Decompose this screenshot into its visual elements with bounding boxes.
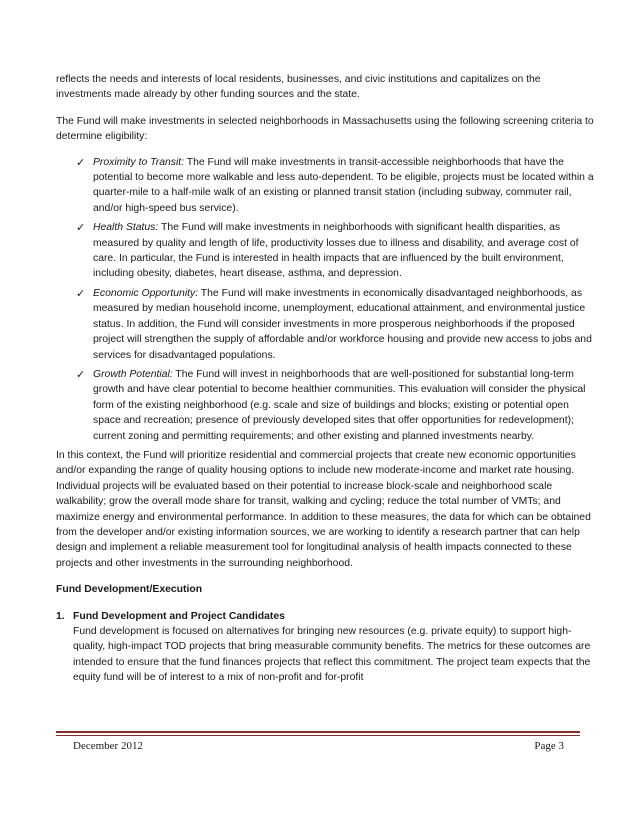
criterion-text: The Fund will make investments in economically disadvantaged neighborhoods, as measured by median household income, unemployment, educational attainment, and environmental justice status. In addition, the Fund will consider investments in more prosperous neighborhoods if the proposed project will strengthen the supply of affordable and/or workforce housing and provide new access to jobs and services for disadvantaged populations. bbox=[93, 287, 592, 361]
paragraph-context: In this context, the Fund will prioritize residential and commercial projects that create new economic opportunities and/or expanding the range of quality housing options to include new moderate-income and market rate housing. Individual projects will be evaluated based on their potential to increase block-scale and neighborhood scale walkability; grow the overall mode share for transit, walking and cycling; reduce the total number of VMTs; and maximize energy and environmental performance. In addition to these measures, the data for which can be obtained from the developer and/or existing information sources, we are working to identify a research partner that can help design and implement a reliable measurement tool for longitudinal analysis of health impacts connected to these projects and other investments in the surrounding neighborhood. bbox=[56, 449, 591, 569]
section-heading: Fund Development/Execution bbox=[56, 584, 203, 596]
list-item bbox=[76, 367, 596, 444]
paragraph-screening-criteria: The Fund will make investments in selected neighborhoods in Massachusetts using the following screening criteria to determine eligibility: bbox=[56, 115, 594, 143]
list-item bbox=[76, 155, 596, 217]
criteria-list bbox=[56, 155, 596, 444]
footer-rule bbox=[56, 731, 580, 733]
item-number: 1. bbox=[56, 610, 65, 622]
criterion-term: Economic Opportunity: bbox=[93, 287, 199, 299]
numbered-item bbox=[56, 609, 596, 686]
criterion-text: The Fund will make investments in neighborhoods with significant health disparities, as measured by quality and length of life, productivity losses due to illness and disability, and average cost of care. In particular, the Fund is interested in health impacts that are influenced by the built environment, including obesity, diabetes, heart disease, asthma, and depression. bbox=[93, 222, 579, 280]
checkmark-icon: ✓ bbox=[76, 286, 86, 300]
paragraph-intro-continuation: reflects the needs and interests of local residents, businesses, and civic institutions and capitalizes on the investments made already by other funding sources and the state. bbox=[56, 74, 541, 101]
criterion-text: The Fund will invest in neighborhoods that are well-positioned for substantial long-term growth and have clear potential to become healthier communities. This evaluation will consider the physical form of the existing neighborhood (e.g. scale and size of buildings and blocks; existing or potential open space and recreation; presence of previously developed sites that offer opportunities for redevelopment); current zoning and permitting requirements; and other existing and planned investments nearby. bbox=[93, 368, 586, 442]
criterion-term: Health Status: bbox=[93, 222, 159, 234]
list-item bbox=[76, 220, 596, 282]
footer-rule-thin bbox=[56, 735, 580, 736]
checkmark-icon: ✓ bbox=[76, 155, 86, 169]
criterion-term: Growth Potential: bbox=[93, 368, 173, 380]
criterion-text: The Fund will make investments in transit-accessible neighborhoods that have the potential to become more walkable and less auto-dependent. To be eligible, projects must be located within a quarter-mile to a half-mile walk of an existing or planned transit station (including subway, commuter rail, and/or high-speed bus service). bbox=[93, 156, 594, 214]
criterion-term: Proximity to Transit: bbox=[93, 156, 185, 168]
list-item bbox=[76, 286, 596, 363]
footer-page-number: Page 3 bbox=[534, 740, 564, 752]
item-title: Fund Development and Project Candidates bbox=[73, 610, 285, 622]
checkmark-icon: ✓ bbox=[76, 221, 86, 235]
page-body bbox=[56, 72, 596, 686]
footer-date: December 2012 bbox=[73, 740, 143, 752]
checkmark-icon: ✓ bbox=[76, 367, 86, 381]
item-text: Fund development is focused on alternatives for bringing new resources (e.g. private equity) to support high-quality, high-impact TOD projects that bring measurable community benefits. The metrics for these outcomes are intended to ensure that the fund finances projects that reflect this commitment. The project team expects that the equity fund will be of interest to a mix of non-profit and for-profit bbox=[73, 626, 591, 684]
